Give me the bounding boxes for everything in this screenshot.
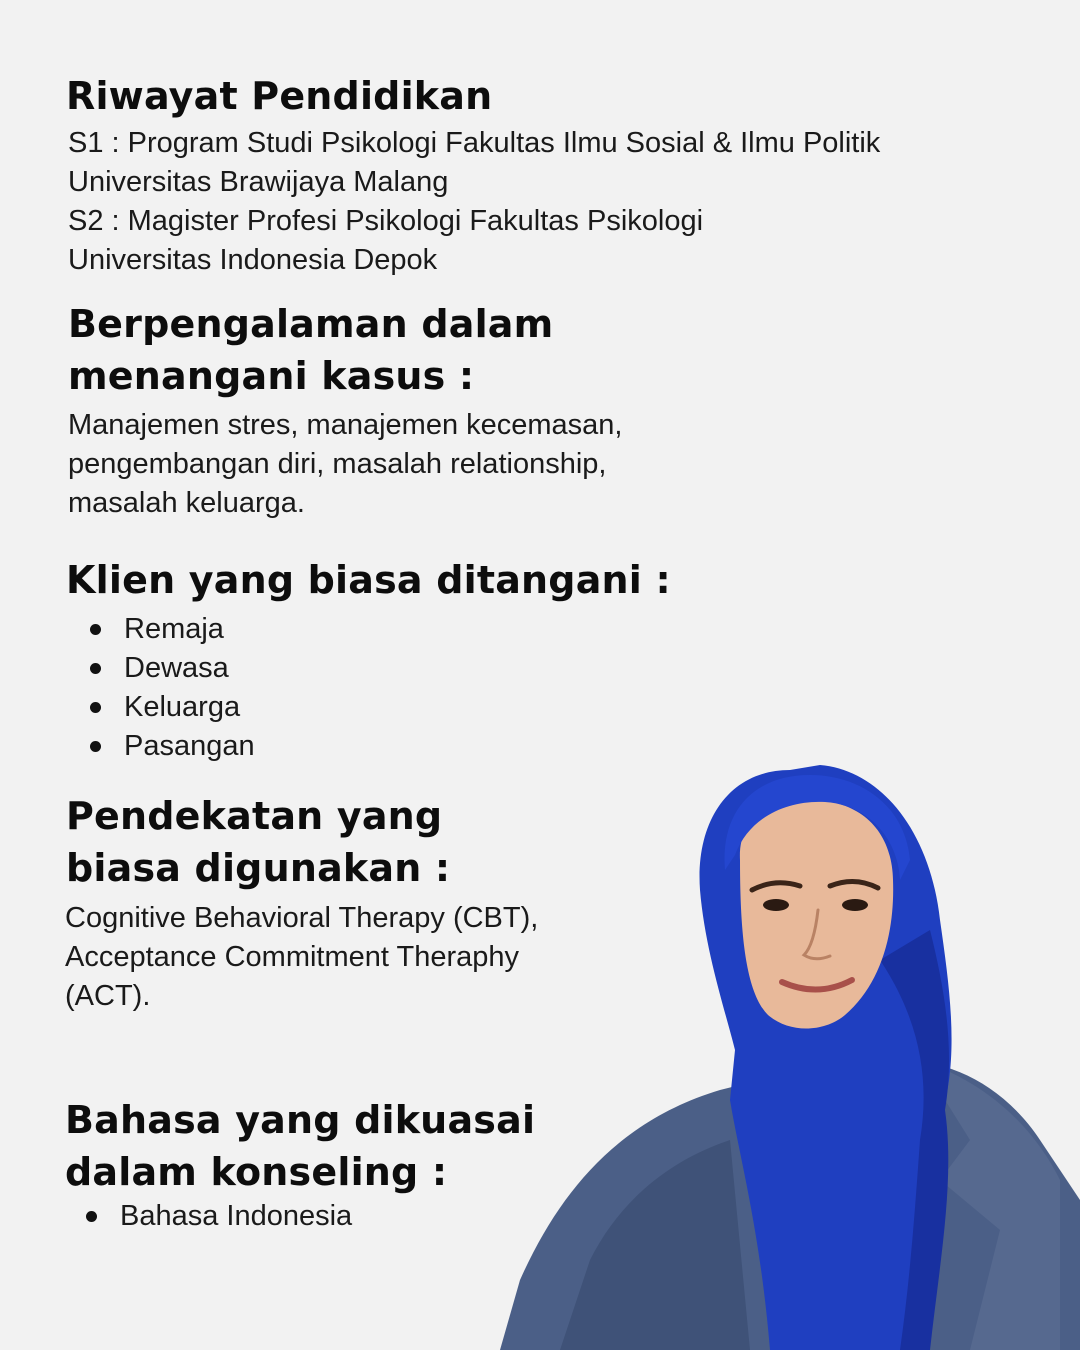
experience-heading-line: menangani kasus :: [68, 354, 475, 398]
experience-heading: [68, 298, 553, 402]
education-line: S2 : Magister Profesi Psikologi Fakultas Psikologi: [68, 205, 704, 237]
education-line: S1 : Program Studi Psikologi Fakultas Ilmu Sosial & Ilmu Politik: [68, 127, 881, 159]
language-heading-line: dalam konseling :: [65, 1150, 448, 1194]
client-item: Dewasa: [90, 649, 255, 688]
language-list: [86, 1197, 352, 1236]
experience-description: [68, 406, 622, 523]
client-item: Keluarga: [90, 688, 255, 727]
counselor-portrait: [500, 760, 1080, 1350]
education-line: Universitas Brawijaya Malang: [68, 166, 449, 198]
language-item: Bahasa Indonesia: [86, 1197, 352, 1236]
experience-heading-line: Berpengalaman dalam: [68, 302, 554, 346]
approach-heading-line: Pendekatan yang: [66, 794, 443, 838]
left-eye: [763, 899, 789, 911]
approach-line: Cognitive Behavioral Therapy (CBT),: [65, 902, 539, 934]
experience-line: Manajemen stres, manajemen kecemasan,: [68, 409, 623, 441]
right-eye: [842, 899, 868, 911]
education-list: [68, 124, 880, 280]
education-line: Universitas Indonesia Depok: [68, 244, 438, 276]
client-item: Remaja: [90, 610, 255, 649]
experience-line: masalah keluarga.: [68, 487, 305, 519]
approach-heading-line: biasa digunakan :: [66, 846, 451, 890]
client-item: Pasangan: [90, 727, 255, 766]
approach-description: [65, 899, 538, 1016]
education-heading: Riwayat Pendidikan: [66, 74, 493, 118]
language-heading: [65, 1094, 535, 1198]
clients-list: [90, 610, 255, 766]
language-heading-line: Bahasa yang dikuasai: [65, 1098, 536, 1142]
clients-heading: Klien yang biasa ditangani :: [66, 558, 671, 602]
approach-heading: [66, 790, 450, 894]
approach-line: Acceptance Commitment Theraphy: [65, 941, 520, 973]
experience-line: pengembangan diri, masalah relationship,: [68, 448, 607, 480]
approach-line: (ACT).: [65, 980, 151, 1012]
